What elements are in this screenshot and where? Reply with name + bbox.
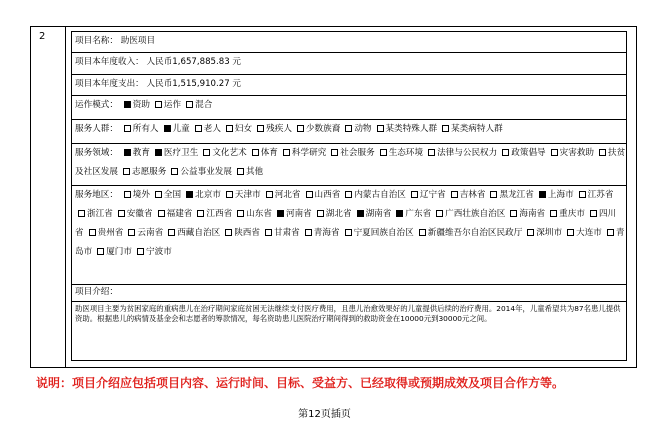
expense-label: 项目本年度支出： xyxy=(75,79,144,89)
option-label: 公益事业发展 xyxy=(180,167,232,177)
option-label: 河南省 xyxy=(285,209,312,219)
intro-label: 项目介绍： xyxy=(75,287,118,297)
option-item xyxy=(303,190,341,200)
unchecked-checkbox[interactable] xyxy=(124,125,131,132)
unchecked-checkbox[interactable] xyxy=(252,149,259,156)
option-item xyxy=(274,209,312,219)
option-item xyxy=(507,209,545,219)
option-item xyxy=(194,209,232,219)
option-item xyxy=(115,209,153,219)
option-item xyxy=(342,228,414,238)
option-label: 所有人 xyxy=(132,124,159,134)
unchecked-checkbox[interactable] xyxy=(118,210,125,217)
unchecked-checkbox[interactable] xyxy=(331,149,338,156)
unchecked-checkbox[interactable] xyxy=(195,125,202,132)
intro-label-row xyxy=(72,285,626,302)
option-label: 体育 xyxy=(260,148,278,158)
option-label: 吉林省 xyxy=(459,190,486,200)
unchecked-checkbox[interactable] xyxy=(237,168,244,175)
unchecked-checkbox[interactable] xyxy=(490,191,497,198)
income-label: 项目本年度收入： xyxy=(75,57,144,67)
unchecked-checkbox[interactable] xyxy=(168,229,175,236)
option-item xyxy=(262,228,300,238)
unchecked-checkbox[interactable] xyxy=(123,168,130,175)
unchecked-checkbox[interactable] xyxy=(283,149,290,156)
option-label: 厦门市 xyxy=(106,247,132,257)
service-region-label: 服务地区： xyxy=(75,190,118,200)
option-item xyxy=(192,124,221,134)
option-label: 生态环境 xyxy=(388,148,424,158)
option-label: 运作 xyxy=(163,100,182,110)
unchecked-checkbox[interactable] xyxy=(567,229,574,236)
operation-mode-label: 运作模式： xyxy=(75,100,118,110)
option-label: 某类特殊人群 xyxy=(385,124,438,134)
unchecked-checkbox[interactable] xyxy=(317,210,324,217)
option-label: 江苏省 xyxy=(587,190,614,200)
unchecked-checkbox[interactable] xyxy=(89,229,96,236)
checked-checkbox[interactable] xyxy=(186,191,193,198)
option-item xyxy=(134,247,172,257)
checked-checkbox[interactable] xyxy=(164,125,171,132)
option-item xyxy=(328,148,374,158)
checked-checkbox[interactable] xyxy=(277,210,284,217)
service-field-options xyxy=(75,148,625,177)
option-label: 湖北省 xyxy=(325,209,352,219)
option-label: 其他 xyxy=(245,167,264,177)
option-label: 少数族裔 xyxy=(305,124,341,134)
unchecked-checkbox[interactable] xyxy=(411,191,418,198)
option-item xyxy=(524,228,562,238)
option-item xyxy=(499,148,545,158)
unchecked-checkbox[interactable] xyxy=(226,125,233,132)
option-label: 甘肃省 xyxy=(273,228,300,238)
project-detail-cell xyxy=(71,31,627,361)
option-item xyxy=(576,190,614,200)
option-item xyxy=(152,100,181,110)
checked-checkbox[interactable] xyxy=(357,210,364,217)
unchecked-checkbox[interactable] xyxy=(226,191,233,198)
option-item xyxy=(86,228,124,238)
unchecked-checkbox[interactable] xyxy=(203,149,210,156)
unchecked-checkbox[interactable] xyxy=(419,229,426,236)
project-table xyxy=(30,26,637,368)
option-label: 山东省 xyxy=(246,209,272,219)
option-label: 新疆维吾尔自治区民政厅 xyxy=(427,228,523,238)
unchecked-checkbox[interactable] xyxy=(78,210,85,217)
option-item xyxy=(223,124,252,134)
unchecked-checkbox[interactable] xyxy=(551,149,558,156)
option-item xyxy=(342,190,406,200)
option-item xyxy=(487,190,533,200)
option-label: 内蒙古自治区 xyxy=(354,190,406,200)
option-item xyxy=(536,190,574,200)
service-field-row xyxy=(72,144,626,186)
option-label: 医疗卫生 xyxy=(163,148,199,158)
option-label: 资助 xyxy=(132,100,150,110)
option-label: 青岛市 xyxy=(75,228,625,257)
option-item xyxy=(183,100,212,110)
option-label: 教育 xyxy=(132,148,150,158)
operation-mode-options xyxy=(121,100,215,110)
unchecked-checkbox[interactable] xyxy=(527,229,534,236)
operation-mode-row xyxy=(72,96,626,120)
unchecked-checkbox[interactable] xyxy=(265,229,272,236)
checked-checkbox[interactable] xyxy=(539,191,546,198)
unchecked-checkbox[interactable] xyxy=(257,125,264,132)
option-item xyxy=(165,228,220,238)
option-label: 大连市 xyxy=(576,228,602,238)
option-label: 北京市 xyxy=(195,190,221,200)
unchecked-checkbox[interactable] xyxy=(345,191,352,198)
option-label: 混合 xyxy=(195,100,213,110)
option-item xyxy=(294,124,340,134)
option-label: 海南省 xyxy=(519,209,546,219)
unchecked-checkbox[interactable] xyxy=(590,210,597,217)
option-label: 江西省 xyxy=(206,209,233,219)
option-label: 老人 xyxy=(203,124,221,134)
option-label: 陕西省 xyxy=(234,228,260,238)
option-item xyxy=(200,148,246,158)
option-label: 安徽省 xyxy=(126,209,153,219)
option-label: 四川省 xyxy=(75,209,617,238)
unchecked-checkbox[interactable] xyxy=(237,210,244,217)
option-item xyxy=(234,167,263,177)
option-item xyxy=(223,190,261,200)
option-label: 黑龙江省 xyxy=(499,190,534,200)
option-item xyxy=(121,100,150,110)
expense-row xyxy=(72,75,626,96)
service-target-options xyxy=(121,124,505,134)
unchecked-checkbox[interactable] xyxy=(124,191,131,198)
unchecked-checkbox[interactable] xyxy=(97,248,104,255)
unchecked-checkbox[interactable] xyxy=(225,229,232,236)
unchecked-checkbox[interactable] xyxy=(377,125,384,132)
income-row xyxy=(72,53,626,75)
option-label: 宁夏回族自治区 xyxy=(353,228,414,238)
option-item xyxy=(222,228,260,238)
option-label: 深圳市 xyxy=(536,228,563,238)
unchecked-checkbox[interactable] xyxy=(197,210,204,217)
checked-checkbox[interactable] xyxy=(155,149,162,156)
option-label: 天津市 xyxy=(234,190,261,200)
unchecked-checkbox[interactable] xyxy=(436,210,443,217)
option-label: 上海市 xyxy=(547,190,574,200)
option-item xyxy=(152,148,198,158)
option-item xyxy=(342,124,371,134)
expense-value: 人民币1,515,910.27 元 xyxy=(146,79,242,89)
unchecked-checkbox[interactable] xyxy=(158,210,165,217)
checked-checkbox[interactable] xyxy=(396,210,403,217)
option-label: 某类病特人群 xyxy=(451,124,503,134)
option-item xyxy=(121,148,150,158)
option-label: 动物 xyxy=(354,124,372,134)
project-name-label: 项目名称： xyxy=(75,36,118,46)
option-label: 辽宁省 xyxy=(419,190,446,200)
option-item xyxy=(125,228,163,238)
option-item xyxy=(393,209,431,219)
option-label: 法律与公民权力 xyxy=(437,148,498,158)
option-label: 文化艺术 xyxy=(212,148,247,158)
option-label: 广东省 xyxy=(405,209,432,219)
row-number-cell xyxy=(31,27,66,367)
option-label: 灾害救助 xyxy=(559,148,595,158)
service-target-label: 服务人群： xyxy=(75,124,118,134)
unchecked-checkbox[interactable] xyxy=(171,168,178,175)
option-item xyxy=(448,190,486,200)
service-target-row xyxy=(72,120,626,144)
option-item xyxy=(183,190,221,200)
option-label: 重庆市 xyxy=(559,209,585,219)
option-label: 河北省 xyxy=(274,190,301,200)
option-item xyxy=(94,247,132,257)
project-name-value: 助医项目 xyxy=(120,36,156,46)
option-item xyxy=(548,148,594,158)
option-item xyxy=(161,124,190,134)
option-item xyxy=(416,228,523,238)
option-label: 残疾人 xyxy=(266,124,292,134)
option-label: 志愿服务 xyxy=(131,167,167,177)
option-item xyxy=(263,190,301,200)
option-label: 科学研究 xyxy=(291,148,327,158)
option-item xyxy=(439,124,503,134)
option-item xyxy=(564,228,602,238)
unchecked-checkbox[interactable] xyxy=(266,191,273,198)
option-item xyxy=(234,209,272,219)
option-item xyxy=(314,209,352,219)
service-field-label: 服务领域： xyxy=(75,148,118,158)
unchecked-checkbox[interactable] xyxy=(380,149,387,156)
option-item xyxy=(433,209,505,219)
option-item xyxy=(249,148,278,158)
unchecked-checkbox[interactable] xyxy=(345,125,352,132)
page-number: 第12页插页 xyxy=(298,409,351,420)
option-item xyxy=(547,209,585,219)
unchecked-checkbox[interactable] xyxy=(155,101,162,108)
option-label: 云南省 xyxy=(137,228,164,238)
option-label: 青海省 xyxy=(313,228,340,238)
option-item xyxy=(155,209,193,219)
unchecked-checkbox[interactable] xyxy=(186,101,193,108)
service-region-options xyxy=(75,190,625,257)
unchecked-checkbox[interactable] xyxy=(428,149,435,156)
option-label: 山西省 xyxy=(314,190,341,200)
unchecked-checkbox[interactable] xyxy=(306,191,313,198)
option-label: 福建省 xyxy=(166,209,193,219)
unchecked-checkbox[interactable] xyxy=(502,149,509,156)
option-item xyxy=(354,209,392,219)
unchecked-checkbox[interactable] xyxy=(579,191,586,198)
option-label: 社会服务 xyxy=(340,148,375,158)
unchecked-checkbox[interactable] xyxy=(599,149,606,156)
option-label: 浙江省 xyxy=(87,209,113,219)
unchecked-checkbox[interactable] xyxy=(442,125,449,132)
option-item xyxy=(254,124,292,134)
income-value: 人民币1,657,885.83 元 xyxy=(146,57,242,67)
option-label: 政策倡导 xyxy=(511,148,546,158)
option-item xyxy=(425,148,497,158)
option-label: 扶贫及社区发展 xyxy=(75,148,626,177)
option-item xyxy=(152,190,181,200)
option-item xyxy=(408,190,446,200)
unchecked-checkbox[interactable] xyxy=(155,191,162,198)
option-label: 西藏自治区 xyxy=(177,228,221,238)
explanation-note: 说明：项目介绍应包括项目内容、运行时间、目标、受益方、已经取得或预期成效及项目合作方等。 xyxy=(36,376,565,390)
option-label: 全国 xyxy=(163,190,182,200)
unchecked-checkbox[interactable] xyxy=(607,229,614,236)
unchecked-checkbox[interactable] xyxy=(128,229,135,236)
project-intro-text: 助医项目主要为贫困家庭的重病患儿在治疗期间家庭贫困无法继续支付医疗费用，且患儿治愈效果好的儿童提供后续的治疗费用。2014年，儿童希望共为87名患儿提供资助。根据患儿的病情及基金会和志愿者的筹款情况，每名资助患儿医院治疗期间得到的救助资金在10000元到30000元之间。 xyxy=(75,304,621,323)
option-item xyxy=(168,167,232,177)
option-label: 贵州省 xyxy=(97,228,124,238)
option-item xyxy=(121,190,150,200)
project-name-row xyxy=(72,32,626,53)
unchecked-checkbox[interactable] xyxy=(305,229,312,236)
option-item xyxy=(280,148,326,158)
row-number: 2 xyxy=(39,31,46,42)
option-label: 境外 xyxy=(132,190,150,200)
option-item xyxy=(121,124,159,134)
option-label: 广西壮族自治区 xyxy=(445,209,506,219)
option-label: 儿童 xyxy=(172,124,190,134)
unchecked-checkbox[interactable] xyxy=(550,210,557,217)
checked-checkbox[interactable] xyxy=(124,149,131,156)
unchecked-checkbox[interactable] xyxy=(297,125,304,132)
option-item xyxy=(120,167,166,177)
unchecked-checkbox[interactable] xyxy=(451,191,458,198)
option-item xyxy=(75,209,113,219)
option-label: 妇女 xyxy=(234,124,253,134)
option-item xyxy=(374,124,438,134)
unchecked-checkbox[interactable] xyxy=(137,248,144,255)
unchecked-checkbox[interactable] xyxy=(345,229,352,236)
option-item xyxy=(377,148,423,158)
option-item xyxy=(302,228,340,238)
unchecked-checkbox[interactable] xyxy=(510,210,517,217)
option-label: 湖南省 xyxy=(365,209,392,219)
checked-checkbox[interactable] xyxy=(124,101,131,108)
service-region-row xyxy=(72,186,626,285)
option-label: 宁波市 xyxy=(146,247,172,257)
